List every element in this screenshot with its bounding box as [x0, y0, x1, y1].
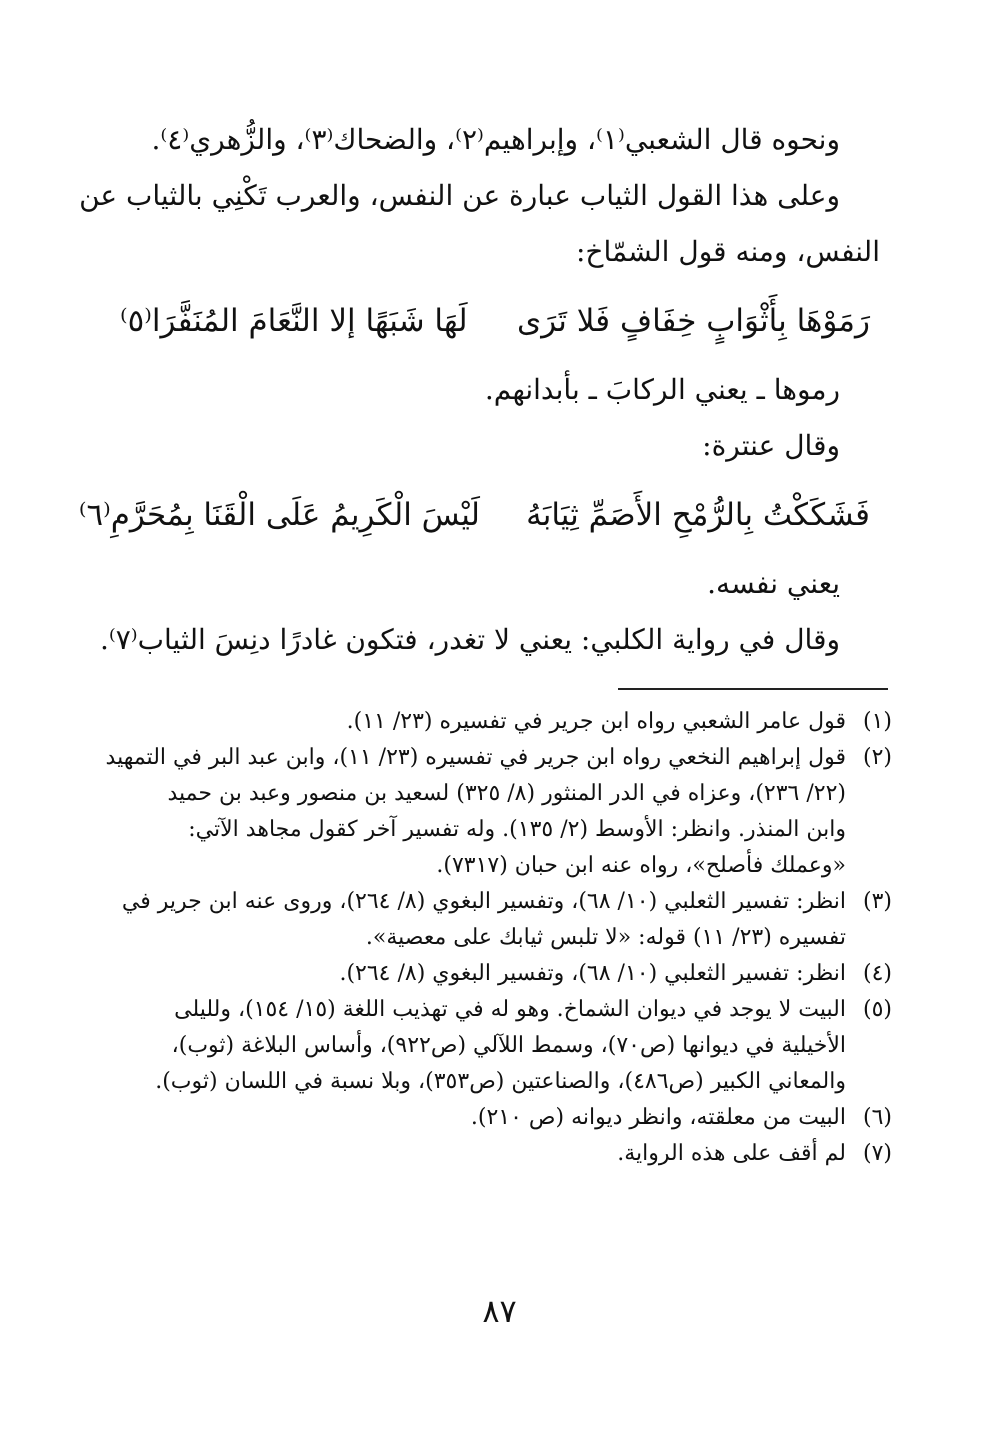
- footnote-number: (٧): [862, 1141, 892, 1166]
- footnote-divider: [618, 688, 888, 690]
- footnote-3: [112, 884, 892, 956]
- text-line-7: وقال في رواية الكلبي: يعني لا تغدر، فتكون غادرًا دنِسَ الثياب⁽٧⁾.: [99, 623, 840, 656]
- footnote-2: [105, 740, 892, 884]
- verse-shammakh: [120, 280, 880, 362]
- footnote-line: انظر: تفسير الثعلبي (١٠/ ٦٨)، وتفسير البغوي (٨/ ٢٦٤).: [339, 961, 846, 986]
- text-line-4: رموها ـ يعني الركابَ ـ بأبدانهم.: [484, 373, 840, 406]
- footnote-line: لم أقف على هذه الرواية.: [617, 1141, 846, 1166]
- footnote-7: [112, 1136, 892, 1172]
- text-line-5: وقال عنترة:: [702, 429, 840, 462]
- footnote-line: والمعاني الكبير (ص٤٨٦)، والصناعتين (ص٣٥٣)، وبلا نسبة في اللسان (ثوب).: [155, 1069, 846, 1094]
- footnote-line: (٢٢/ ٢٣٦)، وعزاه في الدر المنثور (٨/ ٣٢٥) لسعيد بن منصور وعبد بن حميد: [167, 781, 846, 806]
- footnote-number: (٥): [862, 997, 892, 1022]
- page-number: ٨٧: [482, 1292, 517, 1330]
- footnote-line: البيت من معلقته، وانظر ديوانه (ص ٢١٠).: [470, 1105, 846, 1130]
- footnote-line: «وعملك فأصلح»، رواه عنه ابن حبان (٧٣١٧).: [436, 853, 846, 878]
- text-line-1: ونحوه قال الشعبي⁽١⁾، وإبراهيم⁽٢⁾، والضحاك⁽٣⁾، والزُّهري⁽٤⁾.: [151, 123, 840, 156]
- footnote-number: (٦): [862, 1105, 892, 1130]
- footnote-4: [112, 956, 892, 992]
- verse-antara: [78, 474, 880, 556]
- text-line-2: وعلى هذا القول الثياب عبارة عن النفس، والعرب تَكْنِي بالثياب عن: [79, 179, 840, 212]
- main-text: [78, 112, 880, 668]
- footnote-line: قول إبراهيم النخعي رواه ابن جرير في تفسيره (٢٣/ ١١)، وابن عبد البر في التمهيد: [105, 745, 846, 770]
- footnote-line: البيت لا يوجد في ديوان الشماخ. وهو له في تهذيب اللغة (١٥/ ١٥٤)، ولليلى: [174, 997, 846, 1022]
- footnote-line: تفسيره (٢٣/ ١١) قوله: «لا تلبس ثيابك على معصية».: [365, 925, 846, 950]
- footnote-number: (٢): [862, 745, 892, 770]
- footnote-line: انظر: تفسير الثعلبي (١٠/ ٦٨)، وتفسير البغوي (٨/ ٢٦٤)، وروى عنه ابن جرير في: [121, 889, 846, 914]
- footnote-number: (١): [862, 709, 892, 734]
- footnote-5: [112, 992, 892, 1100]
- verse-1-second-hemistich: لَهَا شَبَهًا إلا النَّعَامَ المُنَفَّرَا⁽٥⁾: [120, 303, 468, 339]
- text-line-3: النفس، ومنه قول الشمّاخ:: [575, 235, 880, 268]
- verse-1-first-hemistich: رَمَوْهَا بِأَثْوَابٍ خِفَافٍ فَلا تَرَى: [516, 303, 870, 339]
- footnotes: [105, 704, 892, 1172]
- footnote-1: [112, 704, 892, 740]
- text-line-6: يعني نفسه.: [707, 567, 840, 600]
- footnote-number: (٤): [862, 961, 892, 986]
- footnote-line: وابن المنذر. وانظر: الأوسط (٢/ ١٣٥). وله تفسير آخر كقول مجاهد الآتي:: [188, 817, 846, 842]
- footnote-line: قول عامر الشعبي رواه ابن جرير في تفسيره (٢٣/ ١١).: [346, 709, 846, 734]
- verse-2-second-hemistich: لَيْسَ الْكَرِيمُ عَلَى الْقَنَا بِمُحَرَّمِ⁽٦⁾: [78, 497, 480, 533]
- footnote-6: [112, 1100, 892, 1136]
- footnote-number: (٣): [862, 889, 892, 914]
- footnote-line: الأخيلية في ديوانها (ص٧٠)، وسمط اللآلي (ص٩٢٢)، وأساس البلاغة (ثوب)،: [171, 1033, 846, 1058]
- verse-2-first-hemistich: فَشَكَكْتُ بِالرُّمْحِ الأَصَمِّ ثِيَابَهُ: [526, 497, 870, 533]
